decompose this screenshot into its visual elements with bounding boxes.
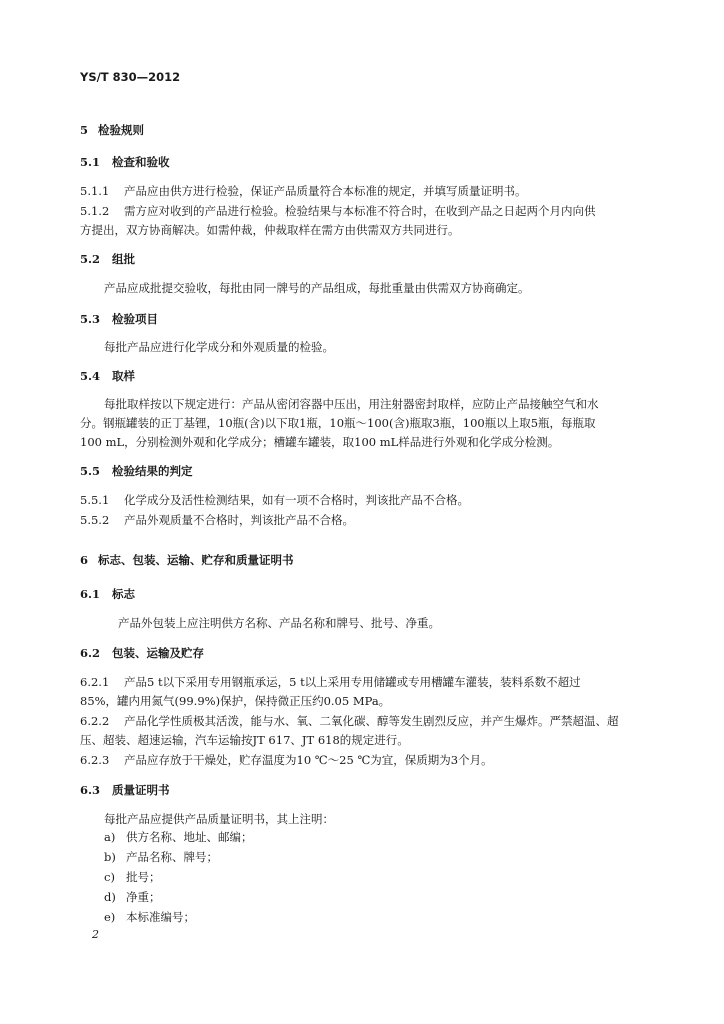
section-number: 5.4 (80, 369, 101, 383)
section-5-4-line-3: 100 mL，分别检测外观和化学成分；槽罐车罐装，取100 mL样品进行外观和化学成分检测。 (80, 435, 560, 449)
section-number: 5.2 (80, 252, 101, 266)
section-title: 检查和验收 (112, 155, 170, 169)
section-5-3-heading (80, 311, 158, 327)
section-number: 5 (80, 123, 89, 137)
clause-5-5-1 (80, 492, 469, 508)
section-title: 包装、运输及贮存 (112, 646, 204, 660)
section-title: 取样 (112, 369, 135, 383)
section-number: 6 (80, 553, 89, 567)
clause-6-2-1-line-2: 85%，罐内用氮气(99.9%)保护，保持微正压约0.05 MPa。 (80, 694, 391, 708)
clause-5-1-2-line-2: 方提出，双方协商解决。如需仲裁，仲裁取样在需方由供需双方共同进行。 (80, 223, 460, 237)
section-title: 检验规则 (98, 123, 144, 137)
section-title: 标志、包装、运输、贮存和质量证明书 (98, 553, 294, 567)
section-title: 质量证明书 (112, 783, 170, 797)
list-marker: c) (104, 870, 115, 884)
page-number: 2 (92, 928, 99, 941)
clause-6-2-2-line-1 (80, 713, 619, 729)
clause-6-2-2-line-2: 压、超装、超速运输，汽车运输按JT 617、JT 618的规定进行。 (80, 733, 409, 747)
section-number: 6.1 (80, 587, 101, 601)
list-text: 批号； (126, 870, 161, 884)
list-item (104, 869, 161, 885)
clause-text: 产品应由供方进行检验，保证产品质量符合本标准的规定，并填写质量证明书。 (124, 184, 527, 198)
clause-text: 产品外观质量不合格时，判该批产品不合格。 (124, 513, 354, 527)
section-number: 5.5 (80, 464, 101, 478)
clause-text: 产品化学性质极其活泼，能与水、氧、二氧化碳、醇等发生剧烈反应，并产生爆炸。严禁超温、超 (124, 714, 619, 728)
clause-number: 6.2.3 (80, 753, 110, 767)
section-5-1-heading (80, 154, 170, 170)
section-6-3-paragraph: 每批产品应提供产品质量证明书，其上注明： (104, 812, 334, 826)
clause-number: 5.1.1 (80, 184, 110, 198)
section-5-3-paragraph: 每批产品应进行化学成分和外观质量的检验。 (104, 340, 334, 354)
clause-number: 5.1.2 (80, 204, 110, 218)
list-text: 净重； (126, 890, 161, 904)
section-5-heading (80, 122, 144, 138)
list-text: 产品名称、牌号； (126, 850, 218, 864)
section-6-2-heading (80, 645, 204, 661)
section-6-1-heading (80, 586, 135, 602)
list-text: 本标准编号； (126, 910, 195, 924)
list-marker: b) (104, 850, 116, 864)
clause-number: 6.2.2 (80, 714, 110, 728)
clause-5-1-1 (80, 183, 527, 199)
clause-6-2-1-line-1 (80, 674, 581, 690)
list-item (104, 849, 218, 865)
section-number: 6.2 (80, 646, 101, 660)
section-5-2-heading (80, 251, 135, 267)
clause-number: 5.5.1 (80, 493, 110, 507)
standard-code-header: YS/T 830—2012 (80, 70, 181, 84)
clause-6-2-3 (80, 752, 493, 768)
section-5-4-line-2: 分。钢瓶罐装的正丁基锂，10瓶(含)以下取1瓶，10瓶～100(含)瓶取3瓶，100瓶以上取5瓶，每瓶取 (80, 416, 596, 430)
section-5-5-heading (80, 463, 193, 479)
section-6-1-paragraph: 产品外包装上应注明供方名称、产品名称和牌号、批号、净重。 (118, 616, 440, 630)
section-number: 6.3 (80, 783, 101, 797)
clause-text: 化学成分及活性检测结果，如有一项不合格时，判该批产品不合格。 (124, 493, 469, 507)
section-5-2-paragraph: 产品应成批提交验收，每批由同一牌号的产品组成，每批重量由供需双方协商确定。 (104, 281, 530, 295)
list-item (104, 909, 195, 925)
section-5-4-line-1: 每批取样按以下规定进行：产品从密闭容器中压出，用注射器密封取样，应防止产品接触空气和水 (104, 397, 599, 411)
section-title: 检验结果的判定 (112, 464, 193, 478)
section-title: 组批 (112, 252, 135, 266)
list-marker: d) (104, 890, 116, 904)
clause-text: 需方应对收到的产品进行检验。检验结果与本标准不符合时，在收到产品之日起两个月内向供 (124, 204, 596, 218)
section-number: 5.3 (80, 312, 101, 326)
list-marker: a) (104, 830, 116, 844)
section-title: 标志 (112, 587, 135, 601)
clause-number: 5.5.2 (80, 513, 110, 527)
clause-5-1-2-line-1 (80, 203, 596, 219)
section-number: 5.1 (80, 155, 101, 169)
clause-text: 产品应存放于干燥处，贮存温度为10 ℃～25 ℃为宜，保质期为3个月。 (124, 753, 493, 767)
clause-number: 6.2.1 (80, 675, 110, 689)
list-item (104, 889, 161, 905)
list-item (104, 829, 253, 845)
list-text: 供方名称、地址、邮编； (126, 830, 253, 844)
clause-5-5-2 (80, 512, 354, 528)
section-title: 检验项目 (112, 312, 158, 326)
section-6-3-heading (80, 782, 170, 798)
section-6-heading (80, 552, 294, 568)
list-marker: e) (104, 910, 116, 924)
clause-text: 产品5 t以下采用专用钢瓶承运，5 t以上采用专用储罐或专用槽罐车灌装，装料系数不超过 (124, 675, 581, 689)
section-5-4-heading (80, 368, 135, 384)
